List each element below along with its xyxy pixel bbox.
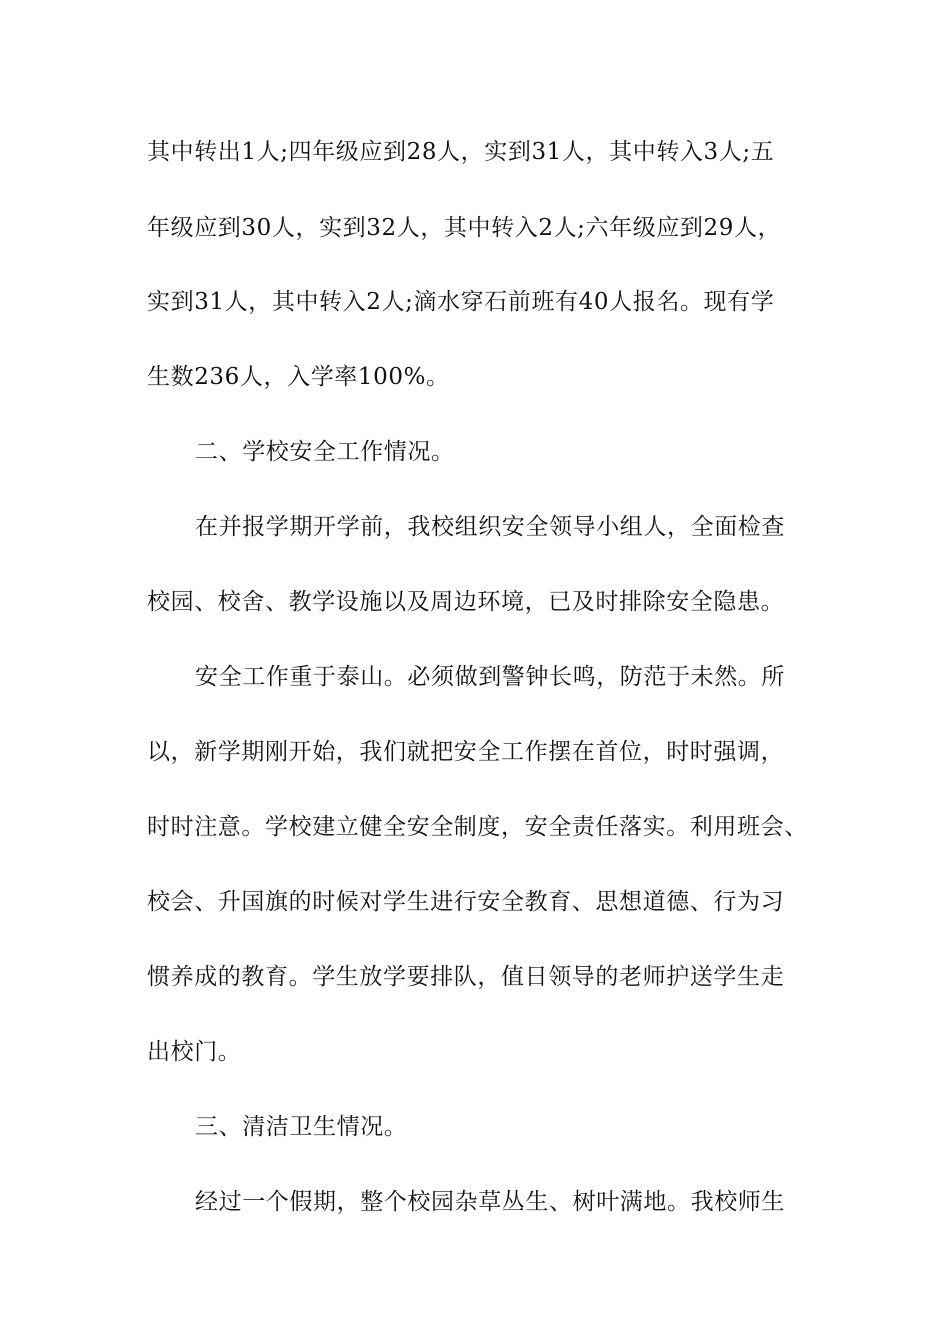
text-line: 出校门。	[147, 1039, 242, 1065]
text-line: 安全工作重于泰山。必须做到警钟长鸣，防范于未然。所	[195, 664, 785, 690]
text-line: 时时注意。学校建立健全安全制度，安全责任落实。利用班会、	[147, 814, 808, 840]
text-line: 生数236人，入学率100%。	[147, 364, 450, 390]
text-line: 校会、升国旗的时候对学生进行安全教育、思想道德、行为习	[147, 889, 785, 915]
section-heading: 三、清洁卫生情况。	[195, 1114, 408, 1140]
text-line: 经过一个假期，整个校园杂草丛生、树叶满地。我校师生	[195, 1189, 785, 1215]
text-line: 校园、校舍、教学设施以及周边环境，已及时排除安全隐患。	[147, 589, 785, 615]
section-heading: 二、学校安全工作情况。	[195, 439, 455, 465]
text-line: 惯养成的教育。学生放学要排队，值日领导的老师护送学生走	[147, 964, 785, 990]
text-line: 其中转出1人;四年级应到28人，实到31人，其中转入3人;五	[147, 139, 775, 165]
text-line: 以，新学期刚开始，我们就把安全工作摆在首位，时时强调，	[147, 739, 785, 765]
text-line: 年级应到30人，实到32人，其中转入2人;六年级应到29人，	[147, 215, 782, 241]
text-line: 在并报学期开学前，我校组织安全领导小组人，全面检查	[195, 514, 785, 540]
text-line: 实到31人，其中转入2人;滴水穿石前班有40人报名。现有学	[147, 289, 775, 315]
